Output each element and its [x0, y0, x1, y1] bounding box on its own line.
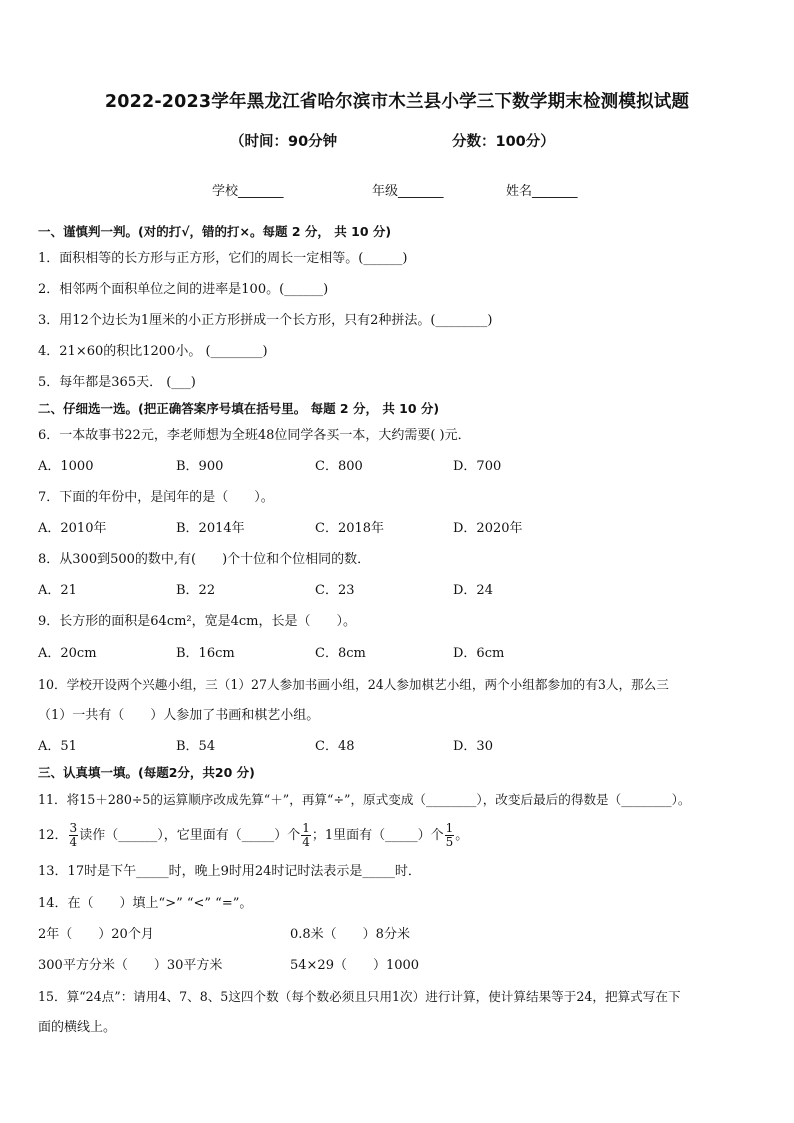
question-15-line-1: 15．算“24点”：请用4、7、8、5这四个数（每个数必须且只用1次）进行计算，使计算结果等于24，把算式写在下 [38, 989, 681, 1004]
fraction-one-quarter [301, 822, 311, 849]
q10-option-b: B．54 [176, 739, 216, 754]
q7-option-a: A．2010年 [38, 521, 107, 536]
fraction-three-quarters [69, 822, 79, 849]
question-13: 13．17时是下午_____时，晚上9时用24时记时法表示是_____时． [38, 864, 421, 879]
fraction-denominator: 5 [445, 835, 454, 849]
q10-option-c: C．48 [315, 739, 355, 754]
q14-item-2: 0.8米（ ）8分米 [290, 927, 410, 942]
question-11: 11．将15＋280÷5的运算顺序改成先算“＋”，再算“÷”，原式变成（________），改变后最后的得数是（________）。 [38, 792, 691, 807]
q6-option-a: A．1000 [38, 459, 94, 474]
q8-option-d: D．24 [453, 583, 493, 598]
section-3-heading: 三、认真填一填。(每题2分，共20 分) [38, 765, 255, 780]
q8-option-a: A．21 [38, 583, 77, 598]
name-field: 姓名_______ [506, 184, 578, 199]
section-1-heading: 一、谨慎判一判。(对的打√，错的打×。每题 2 分， 共 10 分) [38, 224, 392, 239]
question-8: 8．从300到500的数中,有( )个十位和个位相同的数． [38, 552, 371, 567]
q12-prefix: 12． [38, 828, 68, 843]
q7-option-b: B．2014年 [176, 521, 245, 536]
q9-option-b: B．16cm [176, 646, 235, 661]
q8-option-c: C．23 [315, 583, 355, 598]
q12-text-1: 读作（______），它里面有（_____）个 [79, 828, 301, 843]
question-1: 1．面积相等的长方形与正方形，它们的周长一定相等。(______) [38, 251, 408, 266]
q8-option-b: B．22 [176, 583, 216, 598]
exam-score: 分数：100分） [452, 134, 555, 150]
q12-text-2: ；1里面有（_____）个 [311, 828, 444, 843]
q6-option-d: D．700 [453, 459, 502, 474]
question-4: 4．21×60的积比1200小。 (________) [38, 344, 268, 359]
question-14: 14．在（ ）填上“>” “<” “=”。 [38, 896, 253, 911]
question-3: 3．用12个边长为1厘米的小正方形拼成一个长方形，只有2种拼法。(________) [38, 313, 493, 328]
question-2: 2．相邻两个面积单位之间的进率是100。(______) [38, 282, 329, 297]
fraction-numerator: 1 [445, 821, 454, 835]
q9-option-c: C．8cm [315, 646, 366, 661]
q14-item-4: 54×29（ ）1000 [290, 958, 420, 973]
question-15-line-2: 面的横线上。 [38, 1020, 117, 1035]
question-7: 7．下面的年份中，是闰年的是（ ）。 [38, 490, 274, 505]
page-title: 2022-2023学年黑龙江省哈尔滨市木兰县小学三下数学期末检测模拟试题 [104, 92, 690, 112]
q12-end: 。 [455, 828, 469, 843]
exam-time: （时间：90分钟 [230, 134, 338, 150]
fraction-one-fifth [445, 822, 455, 849]
fraction-numerator: 3 [69, 821, 78, 835]
q6-option-b: B．900 [176, 459, 224, 474]
q10-option-a: A．51 [38, 739, 77, 754]
q9-option-a: A．20cm [38, 646, 97, 661]
q6-option-c: C．800 [315, 459, 363, 474]
school-field: 学校_______ [212, 184, 284, 199]
fraction-denominator: 4 [302, 835, 310, 849]
question-12 [38, 822, 468, 849]
question-9: 9．长方形的面积是64cm²，宽是4cm，长是（ ）。 [38, 614, 357, 629]
q14-item-1: 2年（ ）20个月 [38, 927, 154, 942]
section-2-heading: 二、仔细选一选。(把正确答案序号填在括号里。 每题 2 分， 共 10 分) [38, 401, 440, 416]
fraction-denominator: 4 [69, 835, 78, 849]
fraction-numerator: 1 [302, 821, 310, 835]
question-6: 6．一本故事书22元，李老师想为全班48位同学各买一本，大约需要( )元． [38, 428, 471, 443]
q7-option-d: D．2020年 [453, 521, 523, 536]
question-10-line-1: 10．学校开设两个兴趣小组，三（1）27人参加书画小组，24人参加棋艺小组，两个小组都参加的有3人，那么三 [38, 677, 669, 692]
question-10-line-2: （1）一共有（ ）人参加了书画和棋艺小组。 [38, 708, 320, 723]
q9-option-d: D．6cm [453, 646, 505, 661]
q10-option-d: D．30 [453, 739, 493, 754]
q14-item-3: 300平方分米（ ）30平方米 [38, 958, 223, 973]
q7-option-c: C．2018年 [315, 521, 385, 536]
grade-field: 年级_______ [372, 184, 444, 199]
question-5: 5．每年都是365天． (___) [38, 375, 196, 390]
